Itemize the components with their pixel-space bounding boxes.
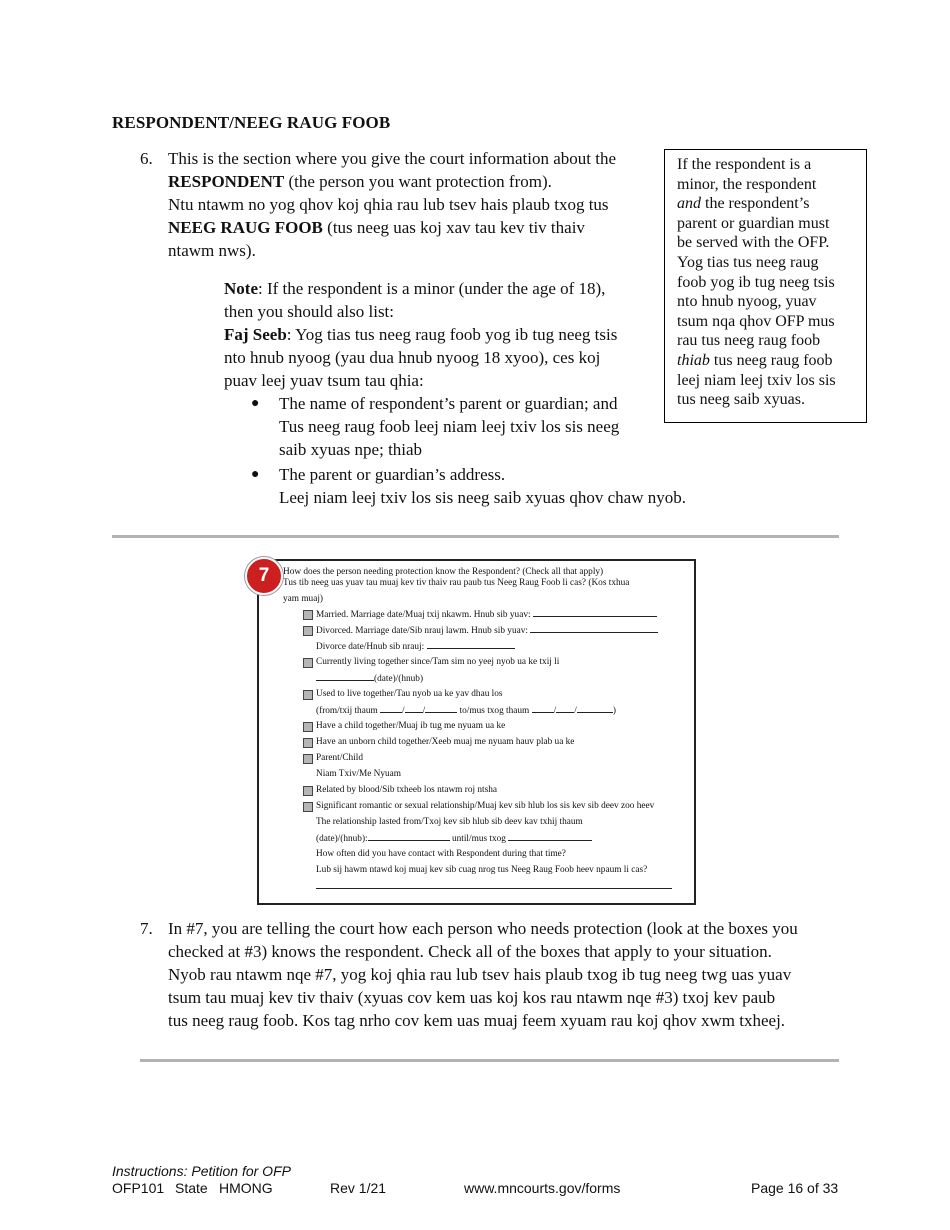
to-year-field[interactable] bbox=[577, 703, 613, 713]
sidebar-line: leej niam leej txiv los sis bbox=[677, 371, 836, 389]
item-7-badge: 7 bbox=[245, 557, 283, 595]
bullet-line: Leej niam leej txiv los sis neeg saib xyuas qhov chaw nyob. bbox=[279, 488, 686, 507]
bullet-line: Tus neeg raug foob leej niam leej txiv los sis neeg bbox=[279, 417, 620, 436]
romantic-relationship-checkbox[interactable] bbox=[303, 802, 313, 812]
unborn-child-label: Have an unborn child together/Xeeb muaj me nyuam hauv plab ua ke bbox=[316, 737, 575, 747]
note-line-5: puav leej yuav tsum tau qhia: bbox=[224, 371, 424, 390]
relationship-lasted-label: The relationship lasted from/Txoj kev sib hlub sib deev kav txhij thaum bbox=[316, 817, 583, 827]
parent-child-label: Parent/Child bbox=[316, 753, 363, 763]
note-line-4: nto hnub nyoog (yau dua hnub nyoog 18 xyoo), ces koj bbox=[224, 348, 601, 367]
married-label: Married. Marriage date/Muaj txij nkawm. Hnub sib yuav: bbox=[316, 610, 531, 620]
sidebar-line: tsum nqa qhov OFP mus bbox=[677, 312, 835, 330]
living-date-field[interactable] bbox=[316, 671, 374, 681]
date-hnub-label: (date)/(hnub): bbox=[316, 834, 368, 844]
item-6-number: 6. bbox=[140, 149, 153, 168]
close-paren: ) bbox=[612, 706, 616, 716]
item-7-line: In #7, you are telling the court how each person who needs protection (look at the boxes you bbox=[168, 919, 798, 938]
how-often-answer-field[interactable] bbox=[316, 888, 672, 889]
note-line-3-rest: : Yog tias tus neeg raug foob yog ib tug neeg tsis bbox=[286, 325, 618, 344]
divorced-label: Divorced. Marriage date/Sib nrauj lawm. Hnub sib yuav: bbox=[316, 626, 528, 636]
sidebar-italic: and bbox=[677, 195, 701, 213]
form-question-en: How does the person needing protection know the Respondent? (Check all that apply) bbox=[283, 567, 604, 577]
section-divider bbox=[140, 1059, 839, 1062]
item-7-text bbox=[168, 917, 798, 1032]
note-label: Note bbox=[224, 279, 258, 298]
bullet-dot-icon: ● bbox=[251, 396, 260, 411]
bullet-line: The name of respondent’s parent or guardian; and bbox=[279, 394, 618, 413]
from-year-field[interactable] bbox=[425, 703, 457, 713]
living-date-label: (date)/(hnub) bbox=[374, 674, 424, 684]
sidebar-line: foob yog ib tug neeg tsis bbox=[677, 273, 835, 291]
note-label-hmong: Faj Seeb bbox=[224, 325, 287, 344]
living-together-label: Currently living together since/Tam sim no yeej nyob ua ke txij li bbox=[316, 657, 560, 667]
note-line-3 bbox=[224, 323, 654, 346]
item-6-line-2-rest: (the person you want protection from). bbox=[284, 172, 552, 191]
divorce-date-label: Divorce date/Hnub sib nrauj: bbox=[316, 642, 425, 652]
respondent-bold: RESPONDENT bbox=[168, 172, 285, 191]
item-6 bbox=[140, 147, 660, 267]
to-day-field[interactable] bbox=[556, 703, 574, 713]
form-question-hmong-cont: yam muaj) bbox=[283, 594, 324, 604]
how-often-label: How often did you have contact with Respondent during that time? bbox=[316, 849, 566, 859]
how-often-hmong-label: Lub sij hawm ntawd koj muaj kev sib cuag nrog tus Neeg Raug Foob heev npaum li cas? bbox=[316, 865, 648, 875]
sidebar-line: parent or guardian must bbox=[677, 214, 830, 232]
divorce-date-row bbox=[316, 639, 515, 656]
from-month-field[interactable] bbox=[380, 703, 402, 713]
footer-revision: Rev 1/21 bbox=[330, 1180, 387, 1196]
sidebar-italic: thiab bbox=[677, 351, 710, 369]
sidebar-line-rest: tus neeg raug foob bbox=[709, 351, 833, 369]
neeg-raug-foob-bold: NEEG RAUG FOOB bbox=[168, 218, 323, 237]
sidebar-line bbox=[677, 194, 859, 214]
item-6-line-2 bbox=[168, 170, 616, 193]
married-date-field[interactable] bbox=[533, 607, 657, 617]
parent-child-hmong-label: Niam Txiv/Me Nyuam bbox=[316, 769, 402, 779]
footer-page-number: Page 16 of 33 bbox=[751, 1180, 839, 1196]
sidebar-line-rest: the respondent’s bbox=[701, 195, 810, 213]
note-line-1-rest: : If the respondent is a minor (under the age of 18), bbox=[257, 279, 606, 298]
item-7 bbox=[140, 917, 840, 1037]
sidebar-line bbox=[677, 351, 859, 371]
unborn-child-checkbox[interactable] bbox=[303, 738, 313, 748]
bullet-line: The parent or guardian’s address. bbox=[279, 465, 506, 484]
footer-title: Instructions: Petition for OFP bbox=[112, 1163, 291, 1179]
sidebar-line: rau tus neeg raug foob bbox=[677, 332, 821, 350]
item-7-line: Nyob rau ntawm nqe #7, yog koj qhia rau lub tsev hais plaub txog ib tug neeg twg uas yuav bbox=[168, 965, 792, 984]
until-label: until/mus txog bbox=[451, 834, 506, 844]
minor-note bbox=[224, 277, 654, 392]
divorced-option bbox=[316, 623, 658, 640]
related-by-blood-checkbox[interactable] bbox=[303, 786, 313, 796]
sidebar-line: minor, the respondent bbox=[677, 175, 817, 193]
item-6-line-1: This is the section where you give the court information about the bbox=[168, 149, 617, 168]
form-question-hmong: Tus tib neeg uas yuav tau muaj kev tiv thaiv rau paub tus Neeg Raug Foob li cas? (Kos txhua bbox=[283, 578, 630, 588]
form-item-7-example bbox=[257, 559, 696, 905]
bullet-line: saib xyuas npe; thiab bbox=[279, 440, 423, 459]
item-6-line-5: ntawm nws). bbox=[168, 241, 256, 260]
item-6-line-4 bbox=[168, 216, 616, 239]
section-divider bbox=[112, 535, 839, 538]
sidebar-line: be served with the OFP. bbox=[677, 234, 830, 252]
used-to-live-label: Used to live together/Tau nyob ua ke yav dhau los bbox=[316, 689, 503, 699]
note-line-1 bbox=[224, 277, 654, 300]
living-together-checkbox[interactable] bbox=[303, 658, 313, 668]
child-together-label: Have a child together/Muaj ib tug me nyuam ua ke bbox=[316, 721, 506, 731]
list-item bbox=[251, 463, 711, 509]
list-item bbox=[251, 392, 711, 461]
item-7-line: tus neeg raug foob. Kos tag nrho cov kem uas muaj feem xyuam rau koj qhov xwm txheej. bbox=[168, 1011, 786, 1030]
sidebar-line: tus neeg saib xyuas. bbox=[677, 391, 805, 409]
sidebar-line: If the respondent is a bbox=[677, 156, 812, 173]
minor-sidebar-note bbox=[664, 149, 867, 423]
footer-language: HMONG bbox=[219, 1180, 273, 1196]
footer-url[interactable]: www.mncourts.gov/forms bbox=[464, 1180, 621, 1196]
item-6-text bbox=[168, 147, 616, 262]
footer-state: State bbox=[175, 1180, 208, 1196]
sidebar-line: Yog tias tus neeg raug bbox=[677, 253, 819, 271]
item-7-line: checked at #3) knows the respondent. Check all of the boxes that apply to your situation. bbox=[168, 942, 772, 961]
item-6-line-4-rest: (tus neeg uas koj xav tau kev tiv thaiv bbox=[322, 218, 585, 237]
sidebar-line: nto hnub nyoog, yuav bbox=[677, 293, 817, 311]
from-to-row: (from/txij thaum / / to/mus txog thaum / / ) bbox=[316, 703, 616, 720]
to-label: to/mus txog thaum bbox=[459, 706, 530, 716]
romantic-relationship-label: Significant romantic or sexual relationship/Muaj kev sib hlub los sis kev sib deev zoo heev bbox=[316, 801, 655, 811]
divorced-marriage-date-field[interactable] bbox=[530, 623, 658, 633]
divorced-checkbox[interactable] bbox=[303, 626, 313, 636]
section-heading: RESPONDENT/NEEG RAUG FOOB bbox=[112, 113, 391, 132]
relationship-end-field[interactable] bbox=[508, 831, 592, 841]
from-label: (from/txij thaum bbox=[316, 706, 378, 716]
item-6-line-3: Ntu ntawm no yog qhov koj qhia rau lub tsev hais plaub txog tus bbox=[168, 195, 609, 214]
relationship-dates-row bbox=[316, 831, 592, 848]
item-7-line: tsum tau muaj kev tiv thaiv (xyuas cov kem uas koj kos rau ntawm nqe #3) txoj kev paub bbox=[168, 988, 776, 1007]
note-line-2: then you should also list: bbox=[224, 302, 394, 321]
divorce-date-field[interactable] bbox=[427, 639, 515, 649]
child-together-checkbox[interactable] bbox=[303, 722, 313, 732]
married-checkbox[interactable] bbox=[303, 610, 313, 620]
bullet-dot-icon: ● bbox=[251, 467, 260, 482]
relationship-start-field[interactable] bbox=[368, 831, 450, 841]
related-by-blood-label: Related by blood/Sib txheeb los ntawm roj ntsha bbox=[316, 785, 498, 795]
footer-form-id: OFP101 bbox=[112, 1180, 165, 1196]
to-month-field[interactable] bbox=[532, 703, 554, 713]
living-date-row bbox=[316, 671, 423, 688]
item-7-number: 7. bbox=[140, 919, 153, 938]
parent-child-checkbox[interactable] bbox=[303, 754, 313, 764]
used-to-live-checkbox[interactable] bbox=[303, 690, 313, 700]
married-option bbox=[316, 607, 657, 624]
from-day-field[interactable] bbox=[405, 703, 423, 713]
